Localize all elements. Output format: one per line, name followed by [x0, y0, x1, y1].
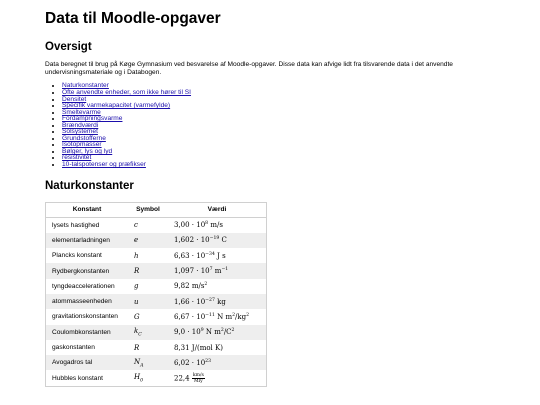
- unit-exponent: −1: [221, 267, 229, 273]
- value-mantissa: 3,00 · 10: [174, 221, 206, 230]
- toc-link-naturkonstanter[interactable]: Naturkonstanter: [62, 82, 109, 90]
- constant-name: atommasseenheden: [46, 294, 129, 309]
- constant-value: [168, 370, 267, 386]
- toc-item: [62, 162, 515, 169]
- table-row: [46, 233, 267, 248]
- value-unit: m/s: [189, 282, 205, 291]
- constant-value: [168, 233, 267, 248]
- symbol-letter: c: [134, 221, 138, 230]
- toc-link-smeltevarme[interactable]: Smeltevarme: [62, 108, 101, 116]
- table-row: [46, 340, 267, 355]
- constant-value: [168, 340, 267, 355]
- constant-name: Coulombkonstanten: [46, 325, 129, 340]
- constant-value: [168, 309, 267, 324]
- value-unit: m/s: [208, 221, 223, 230]
- symbol-letter: h: [134, 251, 139, 260]
- value-exponent: 23: [205, 358, 212, 364]
- constants-table: [45, 202, 267, 387]
- unit-exponent: 2: [232, 312, 236, 318]
- constant-value: [168, 294, 267, 309]
- table-row: [46, 294, 267, 309]
- value-unit: m: [212, 267, 222, 276]
- value-unit: N m: [203, 328, 221, 337]
- constant-name: Hubbles konstant: [52, 374, 103, 382]
- unit-denominator-exponent: 2: [246, 312, 250, 318]
- value-unit: N m: [214, 312, 233, 321]
- toc-link-solsystemet[interactable]: Solsystemet: [62, 128, 98, 136]
- value-exponent: 8: [205, 221, 209, 227]
- value-exponent: −27: [205, 297, 215, 303]
- constant-name: gravitationskonstanten: [52, 313, 118, 321]
- constants-heading: Naturkonstanter: [45, 179, 134, 192]
- symbol-letter: R: [134, 343, 140, 352]
- value-unit: C: [219, 236, 227, 245]
- table-row: [46, 279, 267, 294]
- constant-symbol: [128, 217, 168, 233]
- symbol-letter: u: [134, 297, 139, 306]
- symbol-subscript: C: [138, 332, 142, 338]
- toc-link-braendvaerdi[interactable]: Brændværdi: [62, 121, 99, 129]
- constant-value: [168, 217, 267, 233]
- table-row: [46, 370, 267, 386]
- constant-name: elementarladningen: [46, 233, 129, 248]
- value-mantissa: 8,31 J/(mol K): [174, 343, 223, 352]
- overview-heading: Oversigt: [45, 41, 92, 53]
- value-mantissa: 6,02 · 10: [174, 358, 206, 367]
- toc-link-enheder[interactable]: Ofte anvendte enheder, som ikke hører til SI: [62, 88, 192, 96]
- value-mantissa: 9,0 · 10: [174, 328, 201, 337]
- constant-name: tyngdeaccelerationen: [52, 282, 115, 290]
- constant-symbol: [128, 309, 168, 324]
- intro-text: Data beregnet til brug på Køge Gymnasium ved besvarelse af Moodle-opgaver. Disse data kan afvige lidt fra tilsvarende data i det anvendte undervisningsmateriale og i Databogen.: [45, 61, 453, 77]
- constant-symbol: [128, 294, 168, 309]
- constant-name: Rydbergkonstanten: [46, 263, 129, 278]
- toc-link-boelger[interactable]: Bølger, lys og lyd: [62, 147, 113, 155]
- unit-exponent: 2: [204, 282, 208, 288]
- value-exponent: −11: [205, 312, 215, 318]
- constants-table-body: [46, 217, 267, 386]
- toc-link-fordampningsvarme[interactable]: Fordampningsvarme: [62, 115, 123, 123]
- table-row: [46, 263, 267, 278]
- constant-symbol: [128, 263, 168, 278]
- page-title: Data til Moodle-opgaver: [45, 10, 221, 27]
- value-mantissa: 1,66 · 10: [174, 297, 206, 306]
- symbol-subscript: A: [140, 363, 144, 369]
- value-mantissa: 9,82: [174, 282, 190, 291]
- fraction-denominator: Mly: [193, 378, 203, 384]
- value-mantissa: 1,602 · 10: [174, 236, 210, 245]
- unit-denominator-exponent: 2: [231, 328, 235, 334]
- constant-symbol: [128, 233, 168, 248]
- symbol-letter: g: [134, 282, 139, 291]
- value-exponent: 7: [209, 267, 213, 273]
- header-value: Værdi: [168, 202, 267, 217]
- table-header-row: [46, 202, 267, 217]
- constant-symbol: [128, 248, 168, 263]
- value-mantissa: 6,63 · 10: [174, 251, 206, 260]
- fraction-numerator: km/s: [192, 372, 204, 378]
- constant-value: [168, 248, 267, 263]
- constant-name: Avogadros tal: [46, 355, 129, 370]
- value-mantissa: 6,67 · 10: [174, 312, 206, 321]
- constant-name: lysets hastighed: [52, 221, 100, 229]
- table-row: [46, 325, 267, 340]
- constant-name: Plancks konstant: [52, 252, 102, 260]
- symbol-letter: R: [134, 267, 140, 276]
- value-exponent: −34: [205, 251, 215, 257]
- toc-link-resistivitet[interactable]: resistivitet: [62, 154, 92, 162]
- value-mantissa: 1,097 · 10: [174, 267, 210, 276]
- toc-link-densitet[interactable]: Densitet: [62, 95, 87, 103]
- header-symbol: Symbol: [128, 202, 168, 217]
- constant-value: [168, 355, 267, 370]
- unit-exponent: 2: [220, 328, 224, 334]
- constant-name: gaskonstanten: [52, 344, 95, 352]
- constant-symbol: [128, 279, 168, 294]
- symbol-letter: H: [134, 372, 141, 381]
- constant-value: [168, 263, 267, 278]
- constant-symbol: [128, 340, 168, 355]
- toc-link-isotopmasser[interactable]: Isotopmasser: [62, 141, 102, 149]
- symbol-letter: k: [134, 327, 139, 336]
- symbol-letter: e: [134, 236, 139, 245]
- symbol-letter: G: [134, 312, 140, 321]
- value-unit: kg: [214, 297, 226, 306]
- toc-link-grundstofferne[interactable]: Grundstofferne: [62, 134, 106, 142]
- toc-link-praefikser[interactable]: 10-talspotenser og præfikser: [62, 160, 146, 168]
- symbol-letter: N: [134, 357, 141, 366]
- value-unit: J s: [214, 251, 226, 260]
- header-constant: Konstant: [46, 202, 129, 217]
- value-exponent: −19: [209, 236, 220, 242]
- value-exponent: 9: [200, 328, 204, 334]
- toc-link-varmekapacitet[interactable]: Specifik varmekapacitet (varmefylde): [62, 102, 171, 110]
- value-unit-denominator: /kg: [235, 312, 247, 321]
- table-row: [46, 217, 267, 233]
- value-mantissa: 22,4: [174, 374, 190, 383]
- value-unit-denominator: /C: [223, 328, 232, 337]
- table-of-contents: [45, 83, 515, 168]
- table-row: [46, 248, 267, 263]
- constant-symbol: [128, 325, 168, 340]
- table-row: [46, 309, 267, 324]
- constant-symbol: [128, 355, 168, 370]
- table-row: [46, 355, 267, 370]
- unit-fraction: [192, 373, 205, 384]
- constant-value: [168, 279, 267, 294]
- constant-value: [168, 325, 267, 340]
- symbol-subscript: 0: [140, 378, 144, 384]
- constant-symbol: [128, 370, 168, 386]
